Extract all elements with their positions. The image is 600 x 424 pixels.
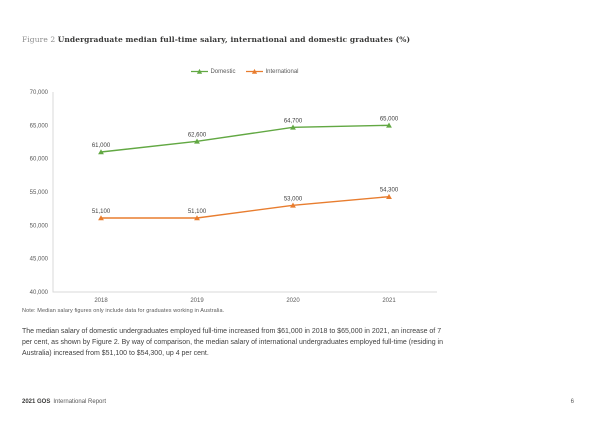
data-label: 51,100	[187, 209, 207, 215]
data-label: 61,000	[91, 143, 111, 149]
data-label: 53,000	[283, 196, 303, 203]
legend-label: Domestic	[210, 68, 236, 75]
data-label: 64,700	[283, 118, 303, 125]
footer-report-title: International Report	[53, 399, 107, 405]
page-footer	[22, 399, 574, 405]
x-tick-label: 2019	[190, 298, 204, 304]
y-tick-label: 65,000	[29, 123, 48, 130]
legend-label: International	[265, 68, 299, 75]
y-tick-label: 70,000	[29, 90, 48, 96]
series-line-international	[101, 197, 389, 218]
body-paragraph: The median salary of domestic undergraduates employed full-time increased from $61,000 in 2018 to $65,000 in 2021, an increase of 7 per cent, as shown by Figure 2. By way of comparison, the median salary of international undergraduates employed full-time (residing in Australia) increased from $51,100 to $54,300, up 4 per cent.	[22, 328, 443, 357]
y-tick-label: 55,000	[29, 190, 48, 196]
figure-title: Undergraduate median full-time salary, international and domestic graduates (%)	[57, 35, 411, 44]
data-label: 65,000	[379, 116, 399, 123]
figure-label: Figure 2	[22, 35, 58, 44]
data-label: 51,100	[91, 209, 111, 215]
series-line-domestic	[101, 125, 389, 152]
data-label: 54,300	[379, 187, 399, 194]
y-tick-label: 50,000	[29, 223, 48, 230]
y-tick-label: 45,000	[29, 256, 48, 263]
data-label: 62,600	[187, 132, 207, 139]
x-tick-label: 2020	[286, 298, 300, 304]
x-tick-label: 2018	[94, 298, 108, 304]
y-tick-label: 40,000	[29, 290, 48, 296]
footer-report-code: 2021 GOS	[22, 399, 51, 405]
y-tick-label: 60,000	[29, 156, 48, 163]
chart-note: Note: Median salary figures only include data for graduates working in Australia.	[22, 308, 225, 314]
footer-report-name	[22, 399, 106, 405]
page-number: 6	[570, 399, 574, 405]
x-tick-label: 2021	[382, 298, 396, 304]
